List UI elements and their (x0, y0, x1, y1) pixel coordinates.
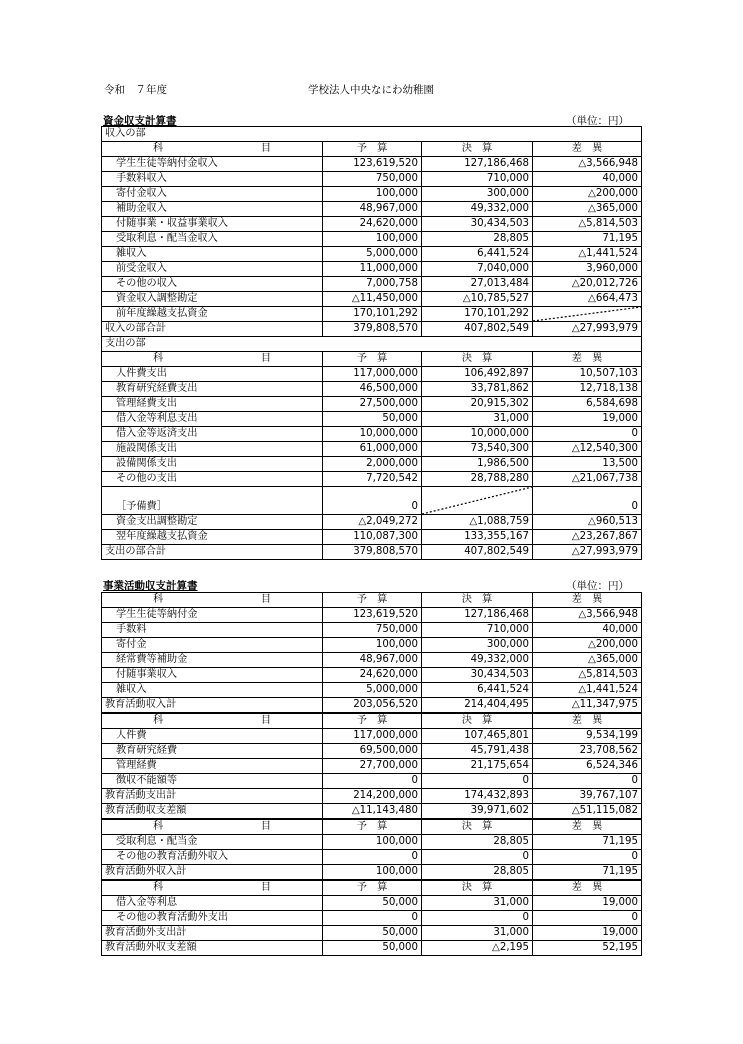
diff-value: 9,534,199 (533, 729, 642, 744)
actual-value: 33,781,862 (422, 382, 533, 397)
actual-value: 20,915,302 (422, 397, 533, 412)
diff-value: △21,067,738 (533, 472, 642, 487)
edu-balance-row (102, 804, 642, 820)
diff-value: 0 (533, 774, 642, 789)
table-row (102, 850, 642, 865)
diff-value: 13,500 (533, 457, 642, 472)
table-row (102, 653, 642, 668)
budget-value: △2,049,272 (323, 515, 422, 530)
row-label: 借入金等利息 (102, 896, 323, 911)
actual-value: △10,785,527 (422, 292, 533, 307)
row-label: 管理経費 (102, 759, 323, 774)
row-label: 学生生徒等納付金 (102, 608, 323, 623)
row-label: 借入金等利息支出 (102, 412, 323, 427)
item-column-header: 科 目 (102, 352, 323, 367)
budget-value: 27,500,000 (323, 397, 422, 412)
table-row (102, 442, 642, 457)
table-row (102, 744, 642, 759)
budget-value: 27,700,000 (323, 759, 422, 774)
budget-value: 100,000 (323, 835, 422, 850)
diagonal-strike-line (422, 487, 532, 514)
actual-column-header: 決 算 (422, 352, 533, 367)
actual-value: 31,000 (422, 896, 533, 911)
actual-value: 30,434,503 (422, 217, 533, 232)
table-row (102, 472, 642, 487)
table-row (102, 608, 642, 623)
table-row (102, 202, 642, 217)
table-row (102, 382, 642, 397)
budget-column-header: 予 算 (323, 593, 422, 608)
budget-value: 50,000 (323, 941, 422, 956)
table-row (102, 277, 642, 292)
budget-column-header: 予 算 (323, 713, 422, 729)
income-section-header (102, 127, 642, 142)
cashflow-statement-title: 資金収支計算書 (103, 115, 177, 127)
column-header-row (102, 880, 642, 896)
diff-value: △5,814,503 (533, 668, 642, 683)
budget-value: △11,143,480 (323, 804, 422, 820)
diff-value: △27,993,979 (533, 322, 642, 337)
diff-value: 0 (533, 911, 642, 926)
diff-value: △200,000 (533, 638, 642, 653)
row-label: 教育活動外収入計 (102, 865, 323, 881)
row-label: 前受金収入 (102, 262, 323, 277)
table-row (102, 623, 642, 638)
diff-value: 6,524,346 (533, 759, 642, 774)
diff-value: △960,513 (533, 515, 642, 530)
edu-expense-total-row (102, 789, 642, 804)
budget-value: △11,450,000 (323, 292, 422, 307)
actual-value: 6,441,524 (422, 247, 533, 262)
diff-value: △5,814,503 (533, 217, 642, 232)
row-label: ［予備費］ (102, 487, 323, 515)
fiscal-year: 令和 ７年度 (104, 84, 167, 96)
table-row (102, 530, 642, 545)
actual-value: 300,000 (422, 638, 533, 653)
budget-value: 0 (323, 850, 422, 865)
budget-value: 0 (323, 911, 422, 926)
actual-column-header: 決 算 (422, 142, 533, 157)
row-label: 付随事業収入 (102, 668, 323, 683)
diagonal-strike-line (533, 307, 641, 321)
nonedu-income-total-row (102, 865, 642, 881)
actual-value: 73,540,300 (422, 442, 533, 457)
row-label: 人件費 (102, 729, 323, 744)
nonedu-expense-total-row (102, 926, 642, 941)
diff-value: △12,540,300 (533, 442, 642, 457)
budget-value: 7,720,542 (323, 472, 422, 487)
diff-value: △3,566,948 (533, 157, 642, 172)
budget-value: 11,000,000 (323, 262, 422, 277)
table-row (102, 187, 642, 202)
actual-value: 127,186,468 (422, 157, 533, 172)
actual-value: 21,175,654 (422, 759, 533, 774)
diff-column-header: 差 異 (533, 819, 642, 835)
table-row (102, 896, 642, 911)
row-label: 教育研究経費支出 (102, 382, 323, 397)
budget-value: 50,000 (323, 412, 422, 427)
row-label: 付随事業・収益事業収入 (102, 217, 323, 232)
budget-value: 46,500,000 (323, 382, 422, 397)
row-label: その他の支出 (102, 472, 323, 487)
table-row (102, 759, 642, 774)
table-row (102, 427, 642, 442)
row-label: その他の教育活動外収入 (102, 850, 323, 865)
column-header-row (102, 819, 642, 835)
budget-column-header: 予 算 (323, 880, 422, 896)
actual-value: 127,186,468 (422, 608, 533, 623)
activity-statement-title: 事業活動収支計算書 (103, 580, 198, 592)
budget-value: 24,620,000 (323, 217, 422, 232)
row-label: 施設関係支出 (102, 442, 323, 457)
actual-value: 10,000,000 (422, 427, 533, 442)
row-label: 補助金収入 (102, 202, 323, 217)
diff-value: 3,960,000 (533, 262, 642, 277)
actual-column-header: 決 算 (422, 593, 533, 608)
row-label: 教育活動外支出計 (102, 926, 323, 941)
budget-value: 379,808,570 (323, 322, 422, 337)
diff-value: 19,000 (533, 926, 642, 941)
actual-value: 1,986,500 (422, 457, 533, 472)
actual-value: 31,000 (422, 926, 533, 941)
diff-value: △664,473 (533, 292, 642, 307)
diff-value: △365,000 (533, 202, 642, 217)
actual-column-header: 決 算 (422, 880, 533, 896)
budget-column-header: 予 算 (323, 352, 422, 367)
row-label: 支出の部合計 (102, 545, 323, 560)
budget-column-header: 予 算 (323, 819, 422, 835)
diff-value: △3,566,948 (533, 608, 642, 623)
actual-value: 106,492,897 (422, 367, 533, 382)
diff-column-header: 差 異 (533, 880, 642, 896)
diff-value: 40,000 (533, 623, 642, 638)
actual-value: △2,195 (422, 941, 533, 956)
budget-value: 5,000,000 (323, 247, 422, 262)
cashflow-table (101, 126, 642, 560)
budget-value: 2,000,000 (323, 457, 422, 472)
actual-value: 28,805 (422, 835, 533, 850)
item-column-header: 科 目 (102, 819, 323, 835)
actual-value: 28,788,280 (422, 472, 533, 487)
diff-value: 71,195 (533, 232, 642, 247)
actual-value: 174,432,893 (422, 789, 533, 804)
row-label: 雑収入 (102, 247, 323, 262)
income-total-row (102, 322, 642, 337)
activity-table (101, 592, 642, 956)
diff-value: △1,441,524 (533, 247, 642, 262)
budget-value: 379,808,570 (323, 545, 422, 560)
expense-total-row (102, 545, 642, 560)
row-label: 手数料収入 (102, 172, 323, 187)
reserve-row (102, 487, 642, 515)
actual-value: 31,000 (422, 412, 533, 427)
budget-value: 203,056,520 (323, 698, 422, 714)
budget-value: 24,620,000 (323, 668, 422, 683)
column-header-row (102, 352, 642, 367)
diff-value: △200,000 (533, 187, 642, 202)
budget-value: 100,000 (323, 638, 422, 653)
budget-value: 170,101,292 (323, 307, 422, 322)
diff-value: 0 (533, 487, 642, 515)
actual-value: 28,805 (422, 865, 533, 881)
actual-value (422, 487, 533, 515)
diff-value: 19,000 (533, 896, 642, 911)
actual-value: 49,332,000 (422, 653, 533, 668)
budget-value: 0 (323, 774, 422, 789)
actual-value: 49,332,000 (422, 202, 533, 217)
budget-value: 50,000 (323, 926, 422, 941)
budget-value: 100,000 (323, 187, 422, 202)
row-label: 経常費等補助金 (102, 653, 323, 668)
budget-value: 10,000,000 (323, 427, 422, 442)
actual-value: 214,404,495 (422, 698, 533, 714)
diff-value: 10,507,103 (533, 367, 642, 382)
diff-value: 39,767,107 (533, 789, 642, 804)
actual-value: 710,000 (422, 172, 533, 187)
budget-value: 123,619,520 (323, 157, 422, 172)
actual-value: 39,971,602 (422, 804, 533, 820)
row-label: 教育活動収支差額 (102, 804, 323, 820)
table-row (102, 835, 642, 850)
table-row (102, 232, 642, 247)
actual-value: 30,434,503 (422, 668, 533, 683)
diff-value: △27,993,979 (533, 545, 642, 560)
diff-value: △23,267,867 (533, 530, 642, 545)
budget-value: 48,967,000 (323, 202, 422, 217)
diff-value: 40,000 (533, 172, 642, 187)
diff-value: 71,195 (533, 865, 642, 881)
row-label: 受取利息・配当金収入 (102, 232, 323, 247)
budget-value: 214,200,000 (323, 789, 422, 804)
item-column-header: 科 目 (102, 593, 323, 608)
actual-column-header: 決 算 (422, 819, 533, 835)
row-label: 収入の部合計 (102, 322, 323, 337)
table-row (102, 515, 642, 530)
row-label: 人件費支出 (102, 367, 323, 382)
budget-value: 0 (323, 487, 422, 515)
actual-value: 6,441,524 (422, 683, 533, 698)
actual-value: 0 (422, 850, 533, 865)
budget-value: 100,000 (323, 865, 422, 881)
actual-value: △1,088,759 (422, 515, 533, 530)
actual-value: 300,000 (422, 187, 533, 202)
budget-value: 48,967,000 (323, 653, 422, 668)
table-row (102, 292, 642, 307)
row-label: 手数料 (102, 623, 323, 638)
actual-value: 133,355,167 (422, 530, 533, 545)
budget-value: 750,000 (323, 172, 422, 187)
actual-value: 0 (422, 774, 533, 789)
row-label: 管理経費支出 (102, 397, 323, 412)
diff-value: 6,584,698 (533, 397, 642, 412)
row-label: 受取利息・配当金 (102, 835, 323, 850)
diff-value: △11,347,975 (533, 698, 642, 714)
table-row (102, 457, 642, 472)
actual-value: 28,805 (422, 232, 533, 247)
table-row (102, 638, 642, 653)
row-label: 教育活動外収支差額 (102, 941, 323, 956)
budget-value: 100,000 (323, 232, 422, 247)
actual-value: 107,465,801 (422, 729, 533, 744)
diff-value: 52,195 (533, 941, 642, 956)
diff-value: △20,012,726 (533, 277, 642, 292)
section-label: 収入の部 (102, 127, 642, 142)
nonedu-balance-row (102, 941, 642, 956)
diff-column-header: 差 異 (533, 352, 642, 367)
actual-value: 407,802,549 (422, 545, 533, 560)
diff-value: 0 (533, 850, 642, 865)
diff-value (533, 307, 642, 322)
table-row (102, 157, 642, 172)
row-label: 雑収入 (102, 683, 323, 698)
table-row (102, 172, 642, 187)
budget-value: 7,000,758 (323, 277, 422, 292)
column-header-row (102, 593, 642, 608)
row-label: 資金支出調整勘定 (102, 515, 323, 530)
diff-value: 0 (533, 427, 642, 442)
row-label: 資金収入調整勘定 (102, 292, 323, 307)
diff-column-header: 差 異 (533, 142, 642, 157)
row-label: 寄付金収入 (102, 187, 323, 202)
actual-value: 0 (422, 911, 533, 926)
actual-value: 45,791,438 (422, 744, 533, 759)
budget-value: 117,000,000 (323, 729, 422, 744)
item-column-header: 科 目 (102, 880, 323, 896)
table-row (102, 367, 642, 382)
organization-name: 学校法人中央なにわ幼稚園 (308, 84, 434, 96)
row-label: 学生生徒等納付金収入 (102, 157, 323, 172)
table-row (102, 217, 642, 232)
row-label: 翌年度繰越支払資金 (102, 530, 323, 545)
row-label: 教育研究経費 (102, 744, 323, 759)
actual-value: 7,040,000 (422, 262, 533, 277)
table-row (102, 774, 642, 789)
table-row (102, 683, 642, 698)
diff-value: △1,441,524 (533, 683, 642, 698)
unit-label: （単位：円） (566, 115, 629, 127)
table-row (102, 397, 642, 412)
diff-value: △365,000 (533, 653, 642, 668)
diff-value: 19,000 (533, 412, 642, 427)
budget-value: 110,087,300 (323, 530, 422, 545)
diff-value: △51,115,082 (533, 804, 642, 820)
row-label: 設備関係支出 (102, 457, 323, 472)
actual-value: 407,802,549 (422, 322, 533, 337)
row-label: 前年度繰越支払資金 (102, 307, 323, 322)
table-row (102, 307, 642, 322)
budget-value: 50,000 (323, 896, 422, 911)
column-header-row (102, 713, 642, 729)
diff-value: 23,708,562 (533, 744, 642, 759)
section-label: 支出の部 (102, 337, 642, 352)
budget-value: 69,500,000 (323, 744, 422, 759)
budget-value: 117,000,000 (323, 367, 422, 382)
row-label: 徴収不能額等 (102, 774, 323, 789)
row-label: 借入金等返済支出 (102, 427, 323, 442)
column-header-row (102, 142, 642, 157)
row-label: 教育活動支出計 (102, 789, 323, 804)
diff-value: 71,195 (533, 835, 642, 850)
item-column-header: 科 目 (102, 713, 323, 729)
row-label: 教育活動収入計 (102, 698, 323, 714)
budget-value: 61,000,000 (323, 442, 422, 457)
actual-column-header: 決 算 (422, 713, 533, 729)
row-label: その他の収入 (102, 277, 323, 292)
table-row (102, 262, 642, 277)
budget-column-header: 予 算 (323, 142, 422, 157)
budget-value: 750,000 (323, 623, 422, 638)
diff-column-header: 差 異 (533, 713, 642, 729)
actual-value: 170,101,292 (422, 307, 533, 322)
actual-value: 27,013,484 (422, 277, 533, 292)
expense-section-header (102, 337, 642, 352)
actual-value: 710,000 (422, 623, 533, 638)
table-row (102, 412, 642, 427)
item-column-header: 科 目 (102, 142, 323, 157)
edu-income-total-row (102, 698, 642, 714)
table-row (102, 911, 642, 926)
table-row (102, 247, 642, 262)
diff-value: 12,718,138 (533, 382, 642, 397)
row-label: その他の教育活動外支出 (102, 911, 323, 926)
budget-value: 5,000,000 (323, 683, 422, 698)
unit-label-2: （単位：円） (566, 580, 629, 592)
row-label: 寄付金 (102, 638, 323, 653)
budget-value: 123,619,520 (323, 608, 422, 623)
table-row (102, 729, 642, 744)
diff-column-header: 差 異 (533, 593, 642, 608)
table-row (102, 668, 642, 683)
